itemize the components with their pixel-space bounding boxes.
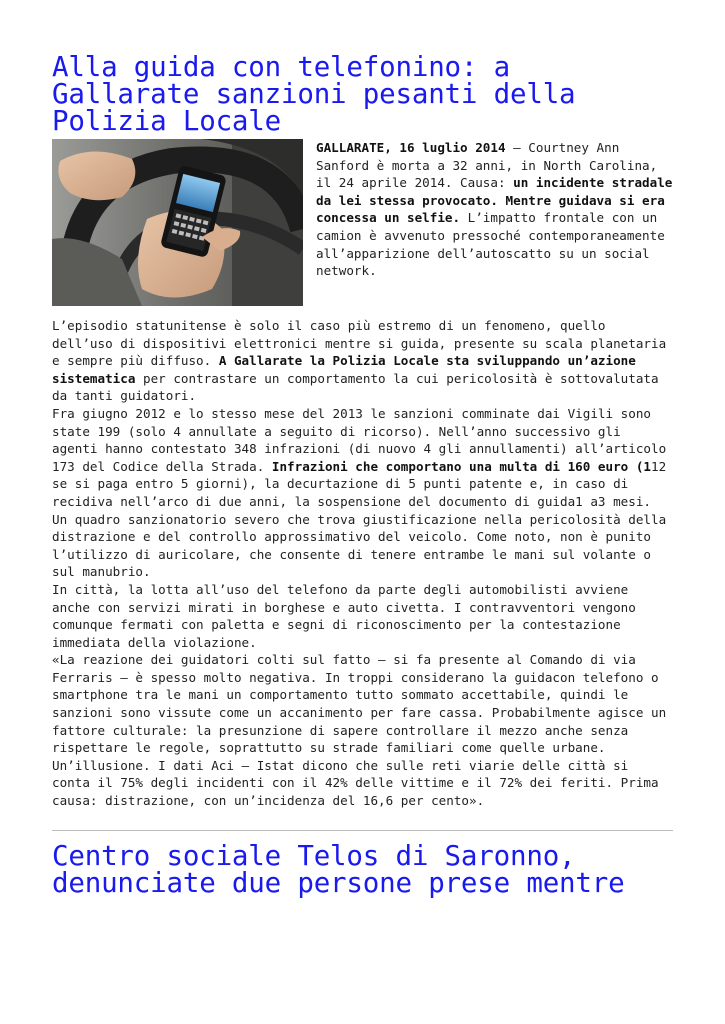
paragraph-4 [52, 651, 673, 809]
paragraph-4-text-1: «La reazione dei guidatori colti sul fatto – si fa presente al Comando di via Ferraris – è spesso molto negativa. In troppi considerano la guida [52, 652, 636, 685]
paragraph-2-text-4: 3 mesi. Un quadro sanzionatorio severo che trova giustificazione nella pericolosità della distrazione e del controllo approssimativo del veicolo. Come noto, non è punito l’utilizzo di auricolare, che consente di tenere entrambe le mani sul volante o sul manubrio. [52, 493, 667, 580]
photo-illustration [52, 139, 303, 306]
article-body [52, 317, 673, 810]
dateline: GALLARATE, 16 luglio 2014 [316, 140, 506, 155]
paragraph-2-bold: Infrazioni che comportano una multa di 160 euro (1 [271, 458, 651, 474]
paragraph-2-text-1: Fra giugno 2012 e lo stesso mese del 2013 le sanzioni comminate dai Vigili sono state 199 (solo 4 annullate a seguito di ricorso). Nell’anno successivo gli agenti hanno contestato 348 infrazioni (di nuovo 4 gli annullamenti) all’articolo 173 del Codice della Strada. [52, 405, 667, 474]
paragraph-1-text-2: per contrastare un comportamento la cui pericolosità è sottovalutata da tanti guidatori. [52, 370, 659, 404]
paragraph-2 [52, 405, 673, 581]
paragraph-1-text-1: L’episodio statunitense è solo il caso più estremo di un fenomeno, quello dell’uso di dispositivi elettronici mentre si guida, presente su scala planetaria e sempre più diffuso. [52, 318, 667, 369]
paragraph-4-text-2: con telefono o smartphone tra le mani un comportamento tutto sommato accettabile, quindi le sanzioni sono vissute come un accanimento per fare cassa. Probabilmente agisce un fattore culturale: la presunzione di sapere controllare il mezzo anche senza rispettare le regole, soprattutto su strade familiari come quelle urbane. Un’illusione. I dati Aci – Istat dicono che sulle reti viarie delle città si conta il 75% degli incidenti con il 42% delle vittime e il 72% dei feriti. Prima causa: distrazione, con un’incidenza del 16,6 per cento». [52, 669, 667, 809]
lead-text-2: L’impatto frontale con un camion è avvenuto pressoché contemporaneamente all’apparizione dell’autoscatto su un social network. [316, 210, 665, 279]
document-page [52, 51, 673, 899]
lead-bold-text: un incidente stradale da lei stessa provocato. Mentre guidava si era concessa un selfie. [316, 175, 673, 226]
lead-text-1: – Courtney Ann Sanford è morta a 32 anni, in North Carolina, il 24 aprile 2014. Causa: [316, 140, 658, 191]
paragraph-2-text-3: 1 a [575, 493, 598, 509]
driver-using-smartphone-photo [52, 139, 303, 306]
paragraph-1 [52, 317, 673, 405]
paragraph-2-text-2: 12 se si paga entro 5 giorni), la decurtazione di 5 punti patente e, in caso di recidiva nell’arco di due anni, la sospensione del documento di guida [52, 458, 667, 509]
article-title: Alla guida con telefonino: a Gallarate sanzioni pesanti della Polizia Locale [52, 51, 576, 137]
lead-paragraph [316, 139, 676, 280]
paragraph-3: In città, la lotta all’uso del telefono da parte degli automobilisti avviene anche con servizi mirati in borghese e auto civetta. I contravventori vengono comunque fermati con paletta e segni di riconoscimento per la contestazione immediata della violazione. [52, 581, 636, 650]
article-divider [52, 830, 673, 831]
lead-section [52, 139, 673, 309]
paragraph-1-bold: A Gallarate la Polizia Locale sta sviluppando un’azione sistematica [52, 353, 636, 386]
next-article-title: Centro sociale Telos di Saronno, denunciate due persone prese mentre [52, 839, 625, 899]
